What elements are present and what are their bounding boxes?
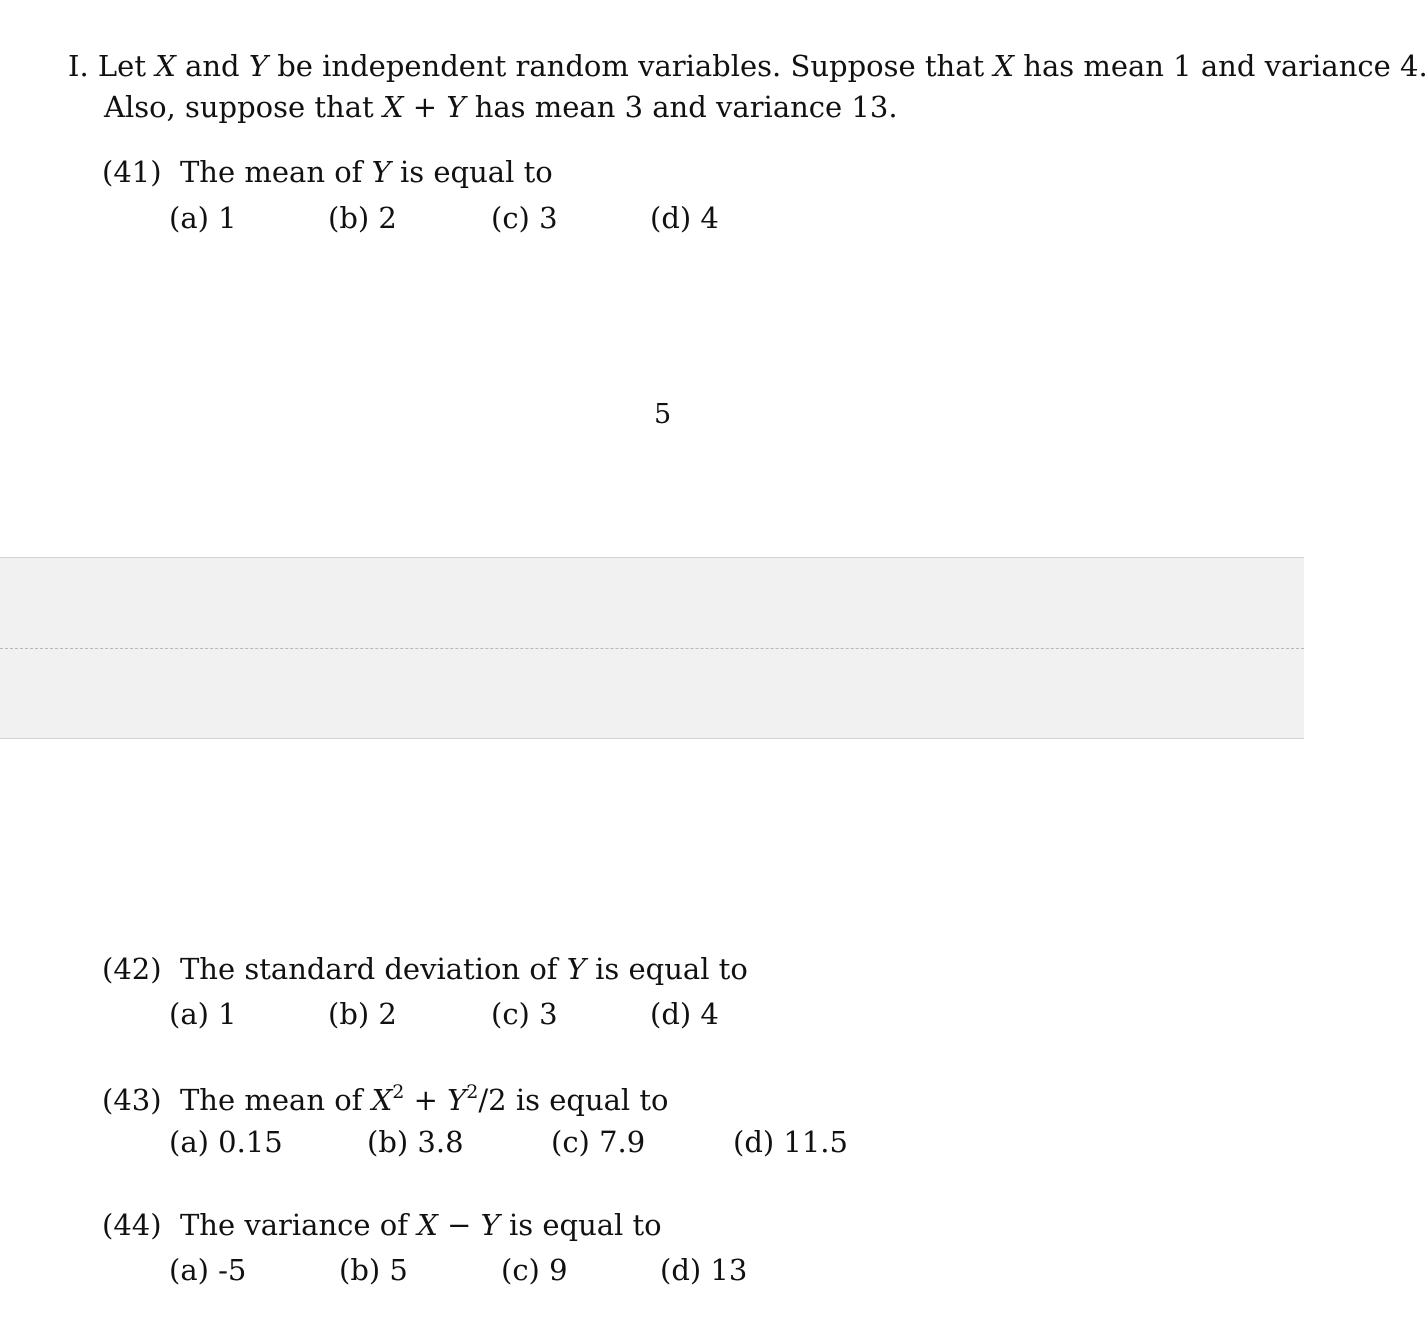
option-44-d[interactable]: (d) 13	[660, 1253, 748, 1287]
exponent: 2	[392, 1081, 405, 1103]
question-text: The variance of	[179, 1208, 408, 1242]
var-y: Y	[480, 1208, 500, 1242]
option-43-c[interactable]: (c) 7.9	[551, 1125, 646, 1159]
option-44-a[interactable]: (a) -5	[169, 1253, 247, 1287]
plus-sign: +	[412, 90, 438, 124]
question-text: is equal to	[508, 1208, 662, 1242]
intro-text: Let	[97, 49, 146, 83]
option-43-b[interactable]: (b) 3.8	[367, 1125, 464, 1159]
option-42-c[interactable]: (c) 3	[491, 997, 558, 1031]
option-42-d[interactable]: (d) 4	[650, 997, 719, 1031]
intro-text: has mean 1 and variance 4.	[1023, 49, 1428, 83]
section-intro-line-2	[104, 90, 898, 124]
question-41-stem	[102, 155, 553, 189]
divide-by-two: /2	[478, 1083, 507, 1117]
intro-text: and	[185, 49, 240, 83]
question-text: is equal to	[515, 1083, 669, 1117]
var-y: Y	[566, 952, 586, 986]
var-y: Y	[248, 49, 268, 83]
var-y: Y	[446, 90, 466, 124]
option-41-b[interactable]: (b) 2	[328, 201, 397, 235]
option-44-b[interactable]: (b) 5	[339, 1253, 408, 1287]
question-text: The mean of	[179, 155, 363, 189]
question-text: is equal to	[400, 155, 553, 189]
option-42-b[interactable]: (b) 2	[328, 997, 397, 1031]
section-intro-line-1	[68, 49, 1428, 83]
page-break-divider	[0, 648, 1304, 649]
var-x: X	[155, 49, 176, 83]
page-number: 5	[654, 399, 672, 430]
section-label: I.	[68, 49, 89, 83]
option-43-d[interactable]: (d) 11.5	[733, 1125, 848, 1159]
option-41-a[interactable]: (a) 1	[169, 201, 237, 235]
option-41-c[interactable]: (c) 3	[491, 201, 558, 235]
question-number: (44)	[102, 1208, 162, 1242]
var-y: Y	[371, 155, 391, 189]
plus-sign: +	[413, 1083, 438, 1117]
question-44-stem	[102, 1208, 662, 1242]
intro-text: Also, suppose that	[104, 90, 374, 124]
option-43-a[interactable]: (a) 0.15	[169, 1125, 283, 1159]
var-x: X	[371, 1083, 393, 1117]
option-41-d[interactable]: (d) 4	[650, 201, 719, 235]
exponent: 2	[466, 1081, 479, 1103]
question-text: The standard deviation of	[179, 952, 558, 986]
question-42-stem	[102, 952, 748, 986]
intro-text: has mean 3 and variance 13.	[474, 90, 898, 124]
var-x: X	[993, 49, 1015, 83]
var-x: X	[417, 1208, 438, 1242]
question-43-stem	[102, 1083, 669, 1115]
question-text: is equal to	[595, 952, 748, 986]
question-number: (43)	[102, 1083, 162, 1117]
intro-text: be independent random variables. Suppose that	[277, 49, 985, 83]
question-number: (41)	[102, 155, 162, 189]
var-x: X	[382, 90, 404, 124]
question-number: (42)	[102, 952, 162, 986]
question-text: The mean of	[179, 1083, 363, 1117]
minus-sign: −	[447, 1208, 472, 1242]
var-y: Y	[447, 1083, 467, 1117]
option-44-c[interactable]: (c) 9	[501, 1253, 568, 1287]
option-42-a[interactable]: (a) 1	[169, 997, 237, 1031]
